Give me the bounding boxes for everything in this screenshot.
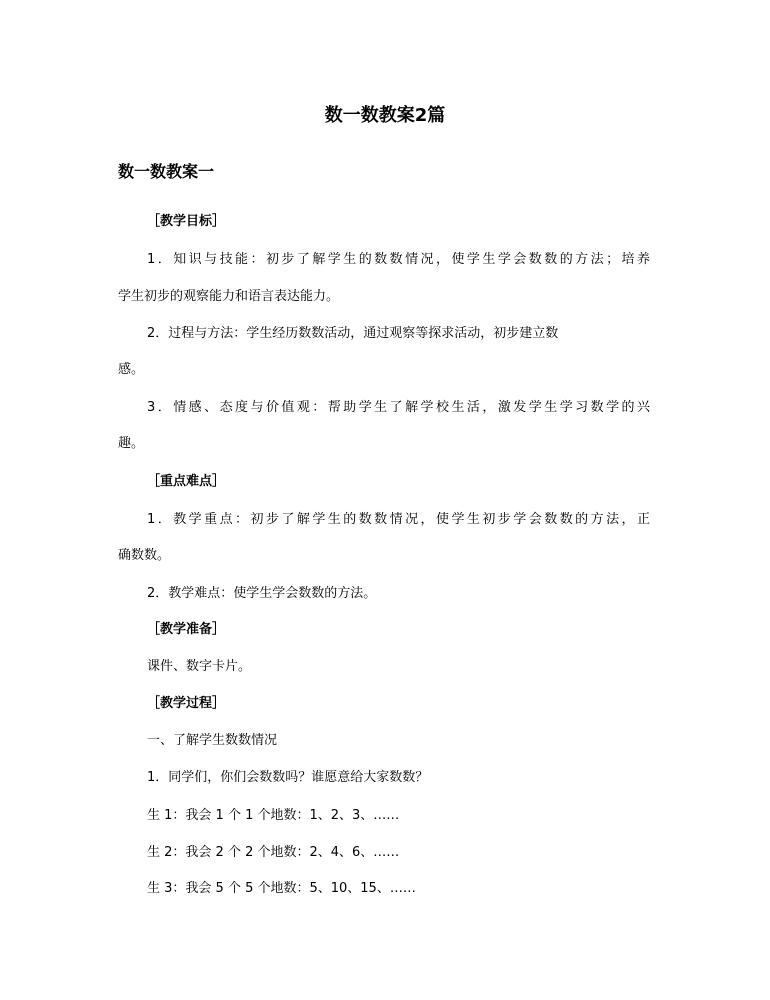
goal-item-1-line-1: 1．知识与技能：初步了解学生的数数情况，使学生学会数数的方法；培养 (147, 252, 650, 267)
process-step-1: 一、了解学生数数情况 (147, 733, 278, 748)
document-title: 数一数教案2篇 (324, 105, 446, 126)
goal-item-2-line-1: 2．过程与方法：学生经历数数活动，通过观察等探求活动，初步建立数 (147, 326, 559, 341)
process-heading: ［教学过程］ (147, 696, 226, 711)
student-answer-1: 生 1：我会 1 个 1 个地数：1、2、3、…… (147, 808, 400, 823)
preparation-text: 课件、数字卡片。 (147, 659, 252, 674)
process-question: 1．同学们，你们会数数吗？谁愿意给大家数数？ (147, 770, 429, 785)
goal-item-2-line-2: 感。 (118, 362, 145, 377)
key-point-1-line-1: 1．教学重点：初步了解学生的数数情况，使学生初步学会数数的方法，正 (147, 512, 650, 527)
goal-item-3-line-1: 3．情感、态度与价值观：帮助学生了解学校生活，激发学生学习数学的兴 (147, 400, 650, 415)
goal-item-3-line-2: 趣。 (118, 436, 145, 451)
key-point-1-line-2: 确数数。 (118, 548, 171, 563)
goal-item-1-line-2: 学生初步的观察能力和语言表达能力。 (118, 289, 340, 304)
key-point-2: 2．教学难点：使学生学会数数的方法。 (147, 586, 377, 601)
key-points-heading: ［重点难点］ (147, 474, 226, 489)
preparation-heading: ［教学准备］ (147, 622, 226, 637)
section-title: 数一数教案一 (118, 162, 215, 181)
goals-heading: ［教学目标］ (147, 214, 226, 229)
student-answer-3: 生 3：我会 5 个 5 个地数：5、10、15、…… (147, 881, 416, 896)
student-answer-2: 生 2：我会 2 个 2 个地数：2、4、6、…… (147, 845, 400, 860)
